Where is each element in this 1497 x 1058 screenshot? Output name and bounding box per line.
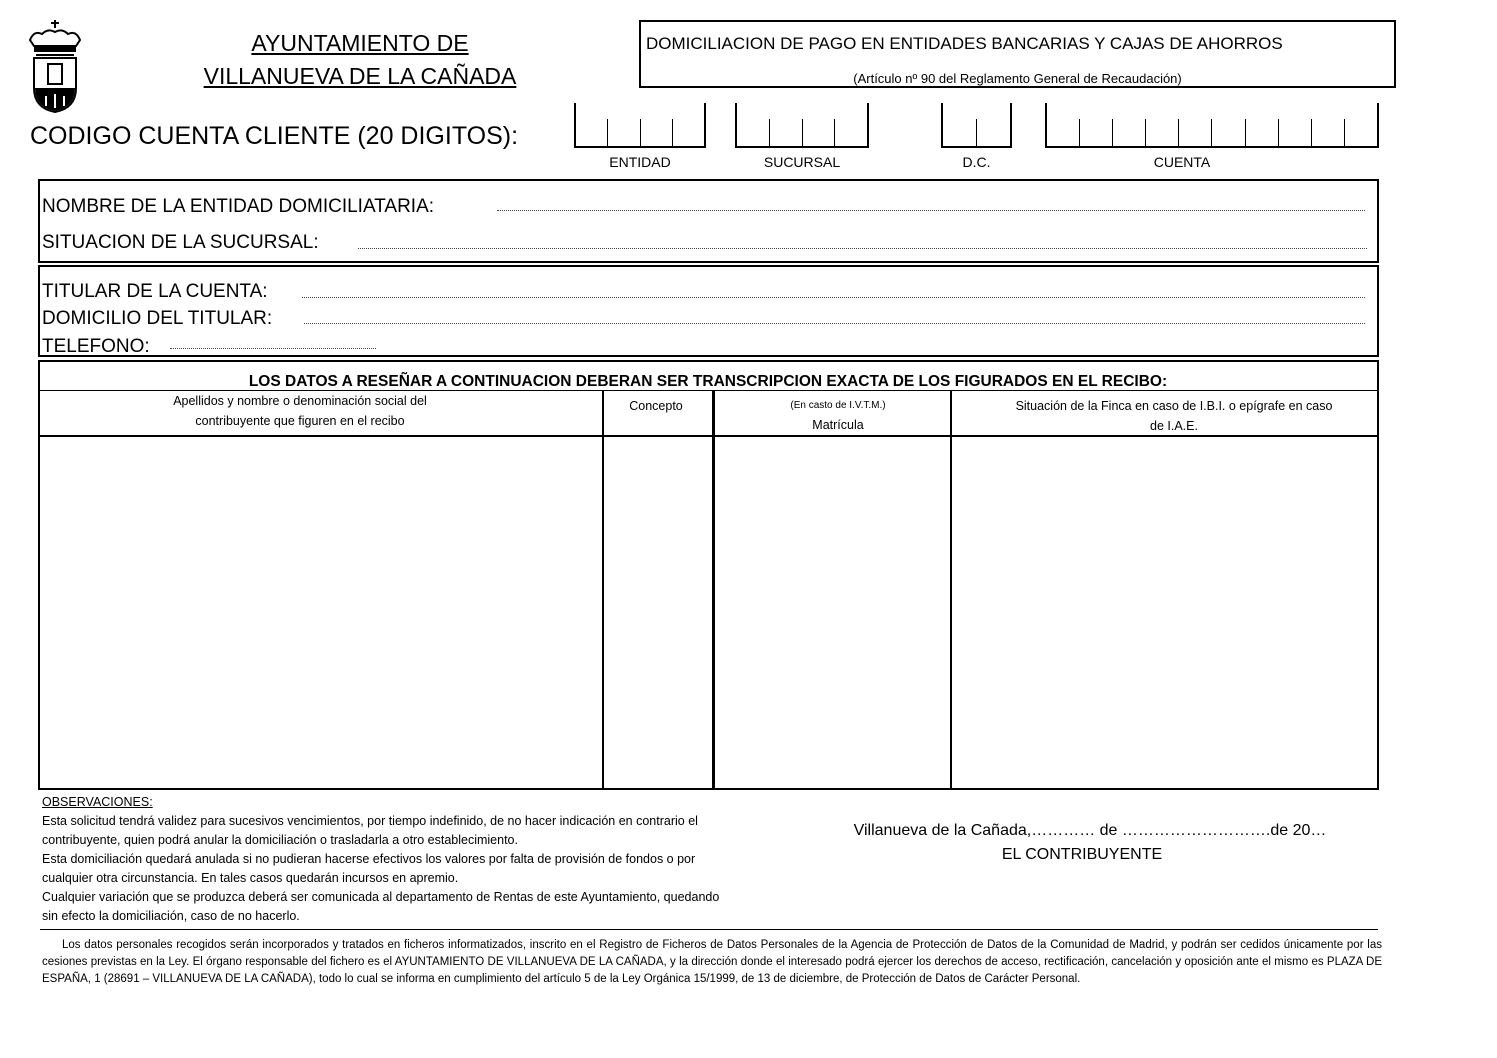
observations-heading: OBSERVACIONES:	[42, 795, 153, 809]
form-title: DOMICILIACION DE PAGO EN ENTIDADES BANCARIAS Y CAJAS DE AHORROS	[646, 34, 1283, 53]
column-divider	[950, 390, 952, 790]
digit-box[interactable]	[576, 119, 608, 146]
municipality-name-line1: AYUNTAMIENTO DE	[251, 30, 469, 56]
column-divider	[602, 390, 604, 790]
column-header-taxpayer-line2: contribuyente que figuren en el recibo	[195, 414, 405, 428]
privacy-notice: Los datos personales recogidos serán incorporados y tratados en ficheros informatizados, inscrito en el Registro de Ficheros de Datos Personales de la Agencia de Protección de Datos de la Comunidad de Madrid, y podrán ser cedidos únicamente por las cesiones previstas en la Ley. El órgano responsable del fichero es el AYUNTAMIENTO DE VILLANUEVA DE LA CAÑADA, y la dirección donde el interesado podrá ejercer los derechos de acceso, rectificación, cancelación y oposición ante el mismo es PLAZA DE ESPAÑA, 1 (28691 – VILLANUEVA DE LA CAÑADA), todo lo cual se informa en cumplimiento del artículo 5 de la Ley Orgánica 15/1999, de 13 de diciembre, de Protección de Datos de Carácter Personal.	[42, 939, 1382, 985]
footer-separator	[40, 929, 1378, 930]
column-header-plate: Matrícula	[812, 418, 864, 432]
branch-digits-label: SUCURSAL	[763, 154, 841, 170]
form-title-box	[639, 20, 1396, 88]
phone-label: TELEFONO:	[42, 336, 150, 357]
entity-name-field[interactable]	[497, 210, 1365, 211]
digit-box[interactable]	[977, 119, 1010, 146]
municipal-crest-icon	[26, 18, 84, 114]
digit-box[interactable]	[673, 119, 704, 146]
holder-address-label: DOMICILIO DEL TITULAR:	[42, 308, 273, 329]
observation-line: sin efecto la domiciliación, caso de no hacerlo.	[42, 909, 300, 923]
signer-label: EL CONTRIBUYENTE	[1001, 846, 1163, 863]
observation-line: Esta solicitud tendrá validez para sucesivos vencimientos, por tiempo indefinido, de no hacer indicación en contrario el	[42, 814, 698, 828]
account-code-label: CODIGO CUENTA CLIENTE (20 DIGITOS):	[30, 122, 519, 150]
digit-box[interactable]	[1113, 119, 1146, 146]
account-holder-field[interactable]	[302, 297, 1365, 298]
column-header-taxpayer	[40, 391, 560, 431]
digit-box[interactable]	[770, 119, 803, 146]
account-digits-label: CUENTA	[1153, 154, 1211, 170]
digit-box[interactable]	[1080, 119, 1113, 146]
entity-digits-label: ENTIDAD	[609, 154, 671, 170]
account-holder-label: TITULAR DE LA CUENTA:	[42, 281, 268, 302]
digit-box[interactable]	[1279, 119, 1312, 146]
form-subtitle: (Artículo nº 90 del Reglamento General de Recaudación)	[853, 71, 1182, 86]
control-digits-label: D.C.	[962, 154, 991, 170]
entity-digits-field[interactable]	[574, 103, 706, 148]
place-date-field[interactable]: Villanueva de la Cañada,………… de ……………………….de 20…	[853, 822, 1327, 839]
digit-box[interactable]	[943, 119, 977, 146]
digit-box[interactable]	[608, 119, 640, 146]
digit-box[interactable]	[803, 119, 836, 146]
observations	[42, 793, 822, 926]
observation-line: Cualquier variación que se produzca deberá ser comunicada al departamento de Rentas de este Ayuntamiento, quedando	[42, 890, 720, 904]
digit-box[interactable]	[1047, 119, 1080, 146]
column-header-taxpayer-line1: Apellidos y nombre o denominación social del	[173, 394, 427, 408]
entity-name-label: NOMBRE DE LA ENTIDAD DOMICILIATARIA:	[42, 196, 435, 217]
account-digits-field[interactable]	[1045, 103, 1379, 148]
digit-box[interactable]	[1146, 119, 1179, 146]
digit-box[interactable]	[737, 119, 770, 146]
observation-line: Esta domiciliación quedará anulada si no pudieran hacerse efectivos los valores por falta de provisión de fondos o por	[42, 852, 696, 866]
digit-box[interactable]	[1179, 119, 1212, 146]
digit-box[interactable]	[835, 119, 867, 146]
digit-box[interactable]	[1212, 119, 1245, 146]
observation-line: cualquier otra circunstancia. En tales casos quedarán incursos en apremio.	[42, 871, 459, 885]
observation-line: contribuyente, quien podrá anular la domiciliación o trasladarla a otro establecimiento.	[42, 833, 518, 847]
transcription-notice: LOS DATOS A RESEÑAR A CONTINUACION DEBERAN SER TRANSCRIPCION EXACTA DE LOS FIGURADOS EN EL RECIBO:	[248, 373, 1168, 390]
phone-field[interactable]	[170, 348, 376, 349]
digit-box[interactable]	[1312, 119, 1345, 146]
municipality-name-line2: VILLANUEVA DE LA CAÑADA	[203, 63, 517, 89]
column-header-concept: Concepto	[629, 399, 683, 413]
branch-location-field[interactable]	[358, 248, 1367, 249]
holder-address-field[interactable]	[304, 323, 1365, 324]
digit-box[interactable]	[641, 119, 673, 146]
column-header-property-line2: de I.A.E.	[1150, 419, 1198, 433]
column-header-plate-note: (En casto de I.V.T.M.)	[790, 400, 886, 411]
digit-box[interactable]	[1345, 119, 1377, 146]
branch-digits-field[interactable]	[735, 103, 869, 148]
digit-box[interactable]	[1246, 119, 1279, 146]
column-header-property-line1: Situación de la Finca en caso de I.B.I. o epígrafe en caso	[1015, 399, 1333, 413]
column-divider	[712, 390, 715, 790]
control-digits-field[interactable]	[941, 103, 1012, 148]
column-header-property	[954, 396, 1394, 436]
branch-location-label: SITUACION DE LA SUCURSAL:	[42, 232, 319, 253]
